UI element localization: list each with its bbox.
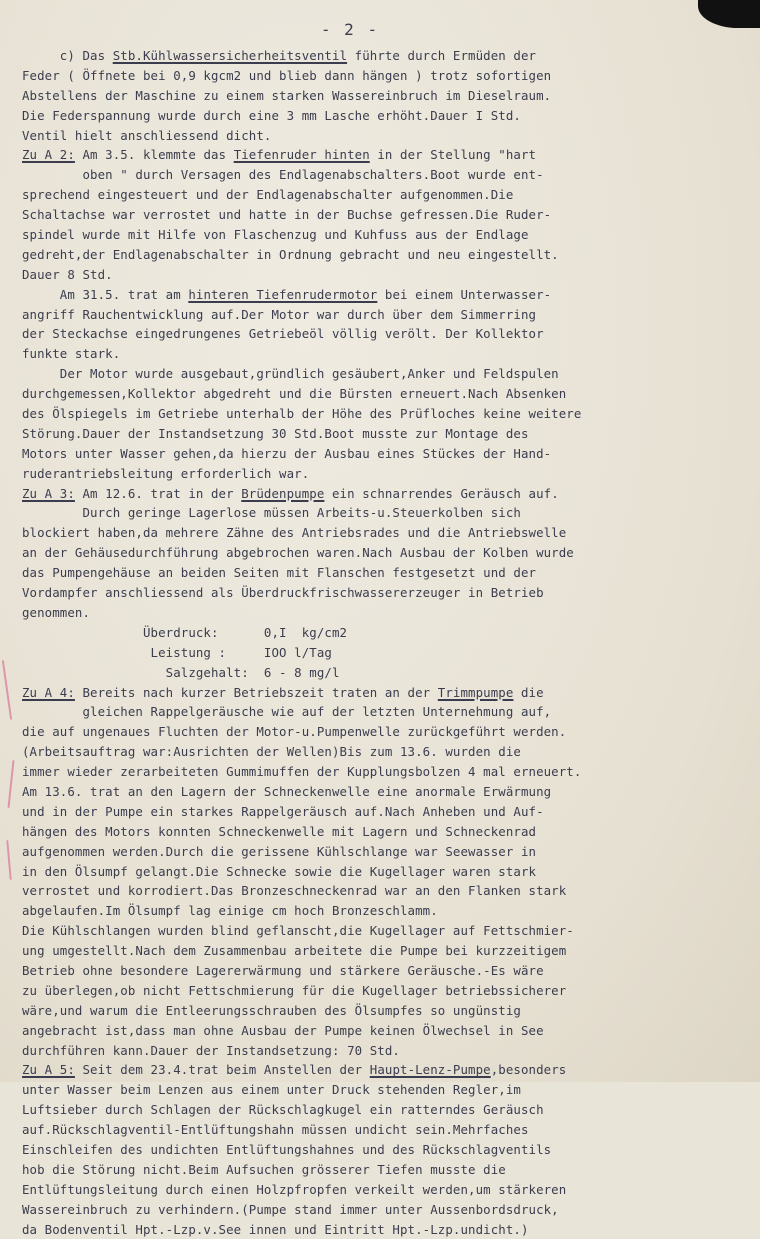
- text-line: durchgemessen,Kollektor abgedreht und die Bürsten erneuert.Nach Absenken: [22, 386, 567, 402]
- text-line: Die Kühlschlangen wurden blind geflanscht,die Kugellager auf Fettschmier-: [22, 923, 574, 939]
- underlined-term: Zu A 4:: [22, 684, 75, 700]
- text-line: spindel wurde mit Hilfe von Flaschenzug und Kuhfuss aus der Endlage: [22, 227, 529, 243]
- page-number: - 2 -: [320, 20, 380, 39]
- text-line: Zu A 4: Bereits nach kurzer Betriebszeit traten an der Trimmpumpe die: [22, 684, 544, 700]
- text-line: da Bodenventil Hpt.-Lzp.v.See innen und Eintritt Hpt.-Lzp.undicht.): [22, 1221, 529, 1237]
- text-line: Betrieb ohne besondere Lagererwärmung und stärkere Geräusche.-Es wäre: [22, 962, 544, 978]
- text-line: Störung.Dauer der Instandsetzung 30 Std.Boot musste zur Montage des: [22, 425, 529, 441]
- text-line: durchführen kann.Dauer der Instandsetzung: 70 Std.: [22, 1042, 400, 1058]
- text-line: auf.Rückschlagventil-Entlüftungshahn müssen undicht sein.Mehrfaches: [22, 1122, 529, 1138]
- document-body: [22, 46, 760, 1239]
- text-line: Abstellens der Maschine zu einem starken Wassereinbruch im Dieselraum.: [22, 87, 552, 103]
- text-line: Zu A 3: Am 12.6. trat in der Brüdenpumpe ein schnarrendes Geräusch auf.: [22, 485, 559, 501]
- text-line: Salzgehalt: 6 - 8 mg/l: [22, 664, 340, 680]
- text-line: unter Wasser beim Lenzen aus einem unter Druck stehenden Regler,im: [22, 1082, 521, 1098]
- text-line: Motors unter Wasser gehen,da hierzu der Ausbau eines Stückes der Hand-: [22, 445, 552, 461]
- text-line: Ventil hielt anschliessend dicht.: [22, 127, 272, 143]
- underlined-term: Stb.Kühlwassersicherheitsventil: [112, 48, 348, 63]
- text-line: genommen.: [22, 604, 91, 620]
- text-line: aufgenommen werden.Durch die gerissene Kühlschlange war Seewasser in: [22, 843, 537, 859]
- ink-blot: [698, 0, 760, 28]
- text-line: immer wieder zerarbeiteten Gummimuffen der Kupplungsbolzen 4 mal erneuert.: [22, 764, 582, 780]
- text-line: oben " durch Versagen des Endlagenabschalters.Boot wurde ent-: [22, 167, 544, 183]
- text-line: funkte stark.: [22, 346, 121, 362]
- underlined-term: hinteren Tiefenrudermotor: [188, 286, 378, 302]
- text-line: Der Motor wurde ausgebaut,gründlich gesäubert,Anker und Feldspulen: [22, 366, 559, 382]
- text-line: gleichen Rappelgeräusche wie auf der letzten Unternehmung auf,: [22, 704, 552, 720]
- text-line: Entlüftungsleitung durch einen Holzpfropfen verkeilt werden,um stärkeren: [22, 1181, 567, 1197]
- text-line: sprechend eingesteuert und der Endlagenabschalter aufgenommen.Die: [22, 187, 514, 203]
- text-line: Dauer 8 Std.: [22, 266, 113, 282]
- underlined-term: Zu A 2:: [22, 147, 75, 163]
- underlined-term: Zu A 5:: [22, 1062, 75, 1078]
- text-line: Zu A 2: Am 3.5. klemmte das Tiefenruder hinten in der Stellung "hart: [22, 147, 537, 163]
- text-line: ruderantriebsleitung erforderlich war.: [22, 465, 310, 481]
- text-line: Luftsieber durch Schlagen der Rückschlagkugel ein ratterndes Geräusch: [22, 1102, 544, 1118]
- margin-mark: [6, 840, 11, 880]
- text-line: gedreht,der Endlagenabschalter in Ordnung gebracht und neu eingestellt.: [22, 246, 559, 262]
- text-line: angriff Rauchentwicklung auf.Der Motor war durch über dem Simmerring: [22, 306, 537, 322]
- text-line: abgelaufen.Im Ölsumpf lag einige cm hoch Bronzeschlamm.: [22, 903, 438, 919]
- text-line: Vordampfer anschliessend als Überdruckfrischwassererzeuger in Betrieb: [22, 585, 544, 601]
- underlined-term: Tiefenruder hinten: [233, 147, 370, 163]
- text-line: Leistung : IOO l/Tag: [22, 644, 332, 660]
- text-line: c) Das Stb.Kühlwassersicherheitsventil führte durch Ermüden der: [22, 48, 537, 63]
- text-line: des Ölspiegels im Getriebe unterhalb der Höhe des Prüfloches keine weitere: [22, 406, 582, 422]
- text-line: Die Federspannung wurde durch eine 3 mm Lasche erhöht.Dauer I Std.: [22, 107, 521, 123]
- underlined-term: Zu A 3:: [22, 485, 75, 501]
- text-line: in den Ölsumpf gelangt.Die Schnecke sowie die Kugellager waren stark: [22, 863, 537, 879]
- text-line: Überdruck: 0,I kg/cm2: [22, 624, 348, 640]
- text-line: und in der Pumpe ein starkes Rappelgeräusch auf.Nach Anheben und Auf-: [22, 803, 544, 819]
- text-line: angebracht ist,dass man ohne Ausbau der Pumpe keinen Ölwechsel in See: [22, 1022, 544, 1038]
- underlined-term: Haupt-Lenz-Pumpe: [369, 1062, 491, 1078]
- text-line: das Pumpengehäuse an beiden Seiten mit Flanschen festgesetzt und der: [22, 565, 537, 581]
- text-line: verrostet und korrodiert.Das Bronzeschneckenrad war an den Flanken stark: [22, 883, 567, 899]
- margin-mark: [2, 660, 12, 720]
- text-line: hob die Störung nicht.Beim Aufsuchen grösserer Tiefen musste die: [22, 1161, 506, 1177]
- text-line: Schaltachse war verrostet und hatte in der Buchse gefressen.Die Ruder-: [22, 207, 552, 223]
- text-line: die auf ungenaues Fluchten der Motor-u.Pumpenwelle zurückgeführt werden.: [22, 724, 567, 740]
- text-line: Wassereinbruch zu verhindern.(Pumpe stand immer unter Aussenbordsdruck,: [22, 1201, 559, 1217]
- text-line: zu überlegen,ob nicht Fettschmierung für die Kugellager betriebssicherer: [22, 982, 567, 998]
- text-line: wäre,und warum die Entleerungsschrauben des Ölsumpfes so ungünstig: [22, 1002, 521, 1018]
- margin-mark: [7, 760, 14, 808]
- text-line: der Steckachse eingedrungenes Getriebeöl völlig verölt. Der Kollektor: [22, 326, 544, 342]
- text-line: blockiert haben,da mehrere Zähne des Antriebsrades und die Antriebswelle: [22, 525, 567, 541]
- text-line: Feder ( Öffnete bei 0,9 kgcm2 und blieb dann hängen ) trotz sofortigen: [22, 67, 552, 83]
- text-line: hängen des Motors konnten Schneckenwelle mit Lagern und Schneckenrad: [22, 823, 537, 839]
- underlined-term: Brüdenpumpe: [241, 485, 325, 501]
- text-line: Einschleifen des undichten Entlüftungshahnes und des Rückschlagventils: [22, 1141, 552, 1157]
- underlined-term: Trimmpumpe: [437, 684, 514, 700]
- text-line: Durch geringe Lagerlose müssen Arbeits-u.Steuerkolben sich: [22, 505, 521, 521]
- text-line: an der Gehäusedurchführung abgebrochen waren.Nach Ausbau der Kolben wurde: [22, 545, 574, 561]
- text-line: (Arbeitsauftrag war:Ausrichten der Wellen)Bis zum 13.6. wurden die: [22, 744, 521, 760]
- text-line: Am 31.5. trat am hinteren Tiefenrudermotor bei einem Unterwasser-: [22, 286, 552, 302]
- text-line: ung umgestellt.Nach dem Zusammenbau arbeitete die Pumpe bei kurzzeitigem: [22, 943, 567, 959]
- text-line: Zu A 5: Seit dem 23.4.trat beim Anstellen der Haupt-Lenz-Pumpe,besonders: [22, 1062, 567, 1078]
- text-line: Am 13.6. trat an den Lagern der Schneckenwelle eine anormale Erwärmung: [22, 783, 552, 799]
